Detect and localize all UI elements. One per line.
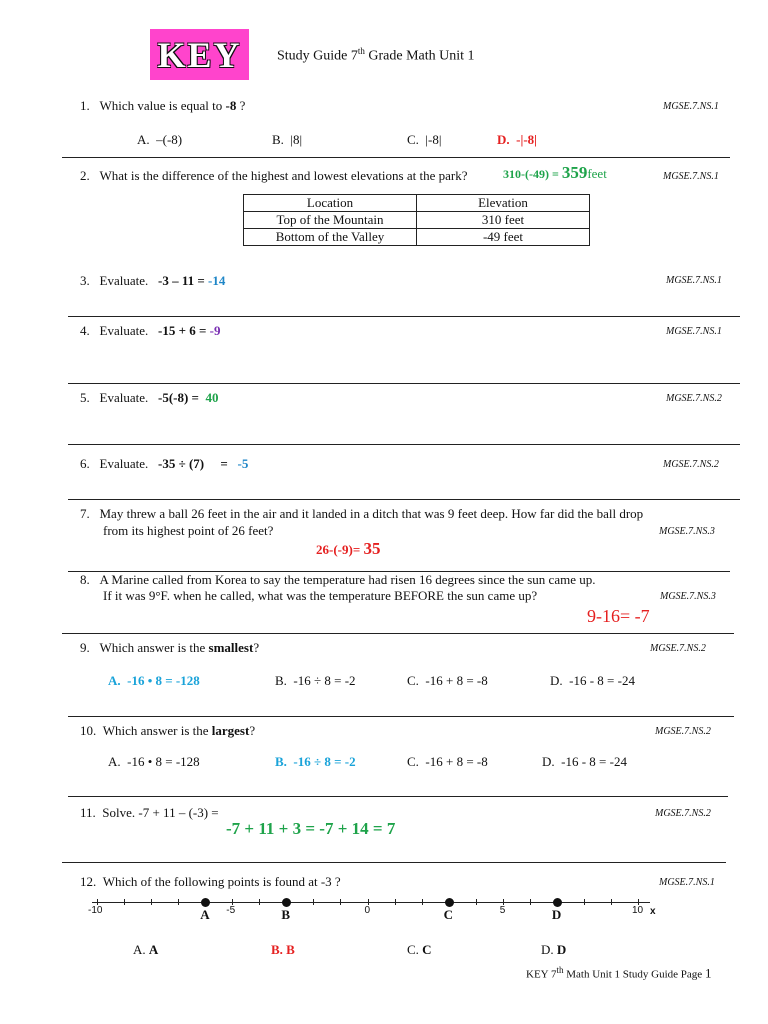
number-line-tick-label: 10: [632, 905, 644, 916]
table-row: [244, 229, 590, 246]
q10-choice-c: C. -16 + 8 = -8: [407, 754, 488, 769]
table-header-row: [244, 195, 590, 212]
q9-choice-a-correct: A. -16 • 8 = -128: [108, 673, 200, 688]
number-line-tick: [368, 899, 369, 905]
q9-prompt: 9. Which answer is the smallest?: [80, 640, 260, 655]
number-line-point-c: [445, 898, 454, 907]
q5-prompt: 5. Evaluate. -5(-8) = 40: [80, 390, 219, 405]
q9-choice-c: C. -16 + 8 = -8: [407, 673, 488, 688]
q2-answer: 310-(-49) = 359feet: [503, 163, 607, 182]
q12-choice-d: D. D: [541, 942, 567, 957]
table-cell: -49 feet: [417, 229, 590, 246]
q8-standard: MGSE.7.NS.3: [660, 591, 716, 602]
number-line-tick-label: 5: [499, 905, 506, 916]
q7-standard: MGSE.7.NS.3: [659, 526, 715, 537]
divider: [68, 444, 740, 445]
q12-choice-c: C. C: [407, 942, 432, 957]
table-row: [244, 212, 590, 229]
q6-standard: MGSE.7.NS.2: [663, 459, 719, 470]
q12-prompt: 12. Which of the following points is found at -3 ?: [80, 874, 341, 889]
number-line-tick: [638, 899, 639, 905]
number-line-axis-label: x: [650, 906, 656, 917]
number-line-tick-label: -10: [88, 905, 103, 916]
key-label: KEY: [157, 35, 242, 75]
table-cell: Bottom of the Valley: [244, 229, 417, 246]
q7-answer: 26-(-9)= 35: [316, 539, 381, 558]
number-line-tick: [205, 899, 206, 905]
number-line-tick: [259, 899, 260, 905]
q10-standard: MGSE.7.NS.2: [655, 726, 711, 737]
number-line-axis: [92, 902, 650, 903]
number-line-tick: [286, 899, 287, 905]
q8-answer: 9-16= -7: [587, 606, 650, 626]
q6-prompt: 6. Evaluate. -35 ÷ (7) = -5: [80, 456, 249, 471]
page-title: Study Guide 7th Grade Math Unit 1: [277, 46, 475, 64]
q5-standard: MGSE.7.NS.2: [666, 393, 722, 404]
q1-choice-c: C. |-8|: [407, 132, 442, 147]
table-header: Elevation: [417, 195, 590, 212]
number-line-tick: [313, 899, 314, 905]
q12-choice-a: A. A: [133, 942, 159, 957]
number-line-tick: [422, 899, 423, 905]
q12-choice-b-correct: B. B: [271, 942, 295, 957]
q1-choice-a: A. –(-8): [137, 132, 183, 147]
divider: [68, 716, 734, 717]
q11-standard: MGSE.7.NS.2: [655, 808, 711, 819]
number-line-point-a: [201, 898, 210, 907]
q10-choice-d: D. -16 - 8 = -24: [542, 754, 627, 769]
divider: [62, 157, 730, 158]
q7-prompt: 7. May threw a ball 26 feet in the air and it landed in a ditch that was 9 feet deep. How far did the ball drop: [80, 506, 644, 521]
q7-prompt-line2: from its highest point of 26 feet?: [103, 523, 274, 538]
q1-standard: MGSE.7.NS.1: [663, 101, 719, 112]
q9-standard: MGSE.7.NS.2: [650, 643, 706, 654]
q10-choice-a: A. -16 • 8 = -128: [108, 754, 200, 769]
number-line-tick-label: -5: [226, 905, 236, 916]
q9-choice-b: B. -16 ÷ 8 = -2: [275, 673, 356, 688]
q12-standard: MGSE.7.NS.1: [659, 877, 715, 888]
q3-standard: MGSE.7.NS.1: [666, 275, 722, 286]
number-line-tick: [584, 899, 585, 905]
divider: [68, 316, 740, 317]
number-line-tick: [340, 899, 341, 905]
number-line-tick: [97, 899, 98, 905]
q3-answer: -14: [208, 273, 226, 288]
divider: [68, 383, 740, 384]
number-line-tick: [449, 899, 450, 905]
q10-choice-b-correct: B. -16 ÷ 8 = -2: [275, 754, 356, 769]
q3-prompt: 3. Evaluate. -3 – 11 = -14: [80, 273, 226, 288]
number-line-point-d: [553, 898, 562, 907]
divider: [68, 796, 728, 797]
number-line-point-label: C: [443, 907, 454, 922]
q8-prompt-line2: If it was 9°F. when he called, what was the temperature BEFORE the sun came up?: [103, 588, 538, 603]
elevation-table: [243, 194, 590, 246]
table-cell: 310 feet: [417, 212, 590, 229]
q4-prompt: 4. Evaluate. -15 + 6 = -9: [80, 323, 221, 338]
q2-prompt: 2. What is the difference of the highest and lowest elevations at the park?: [80, 168, 468, 183]
divider: [62, 633, 734, 634]
number-line-point-label: D: [551, 907, 562, 922]
number-line-tick: [476, 899, 477, 905]
number-line-tick: [503, 899, 504, 905]
q10-prompt: 10. Which answer is the largest?: [80, 723, 256, 738]
divider: [68, 499, 740, 500]
table-header: Location: [244, 195, 417, 212]
number-line-point-label: B: [281, 907, 291, 922]
number-line-tick: [611, 899, 612, 905]
q11-prompt: 11. Solve. -7 + 11 – (-3) =: [80, 805, 219, 820]
number-line-tick: [151, 899, 152, 905]
q11-answer: -7 + 11 + 3 = -7 + 14 = 7: [226, 819, 396, 838]
number-line-tick: [178, 899, 179, 905]
number-line-tick: [530, 899, 531, 905]
number-line-tick: [557, 899, 558, 905]
q1-prompt: 1. Which value is equal to -8 ?: [80, 98, 246, 113]
number-line-point-label: A: [200, 907, 210, 922]
q8-prompt: 8. A Marine called from Korea to say the temperature had risen 16 degrees since the sun came up.: [80, 572, 596, 587]
table-cell: Top of the Mountain: [244, 212, 417, 229]
key-badge: [150, 29, 249, 80]
q5-answer: 40: [205, 390, 219, 405]
q6-answer: -5: [237, 456, 249, 471]
number-line-tick-label: 0: [364, 905, 371, 916]
q1-choice-b: B. |8|: [272, 132, 303, 147]
divider: [62, 862, 726, 863]
number-line-tick: [124, 899, 125, 905]
q4-answer: -9: [209, 323, 221, 338]
q4-standard: MGSE.7.NS.1: [666, 326, 722, 337]
q2-standard: MGSE.7.NS.1: [663, 171, 719, 182]
number-line-point-b: [282, 898, 291, 907]
q9-choice-d: D. -16 - 8 = -24: [550, 673, 635, 688]
q1-choice-d-correct: D. -|-8|: [497, 132, 538, 147]
page-footer: KEY 7th Math Unit 1 Study Guide Page 1: [526, 965, 712, 981]
number-line-tick: [395, 899, 396, 905]
number-line-tick: [232, 899, 233, 905]
